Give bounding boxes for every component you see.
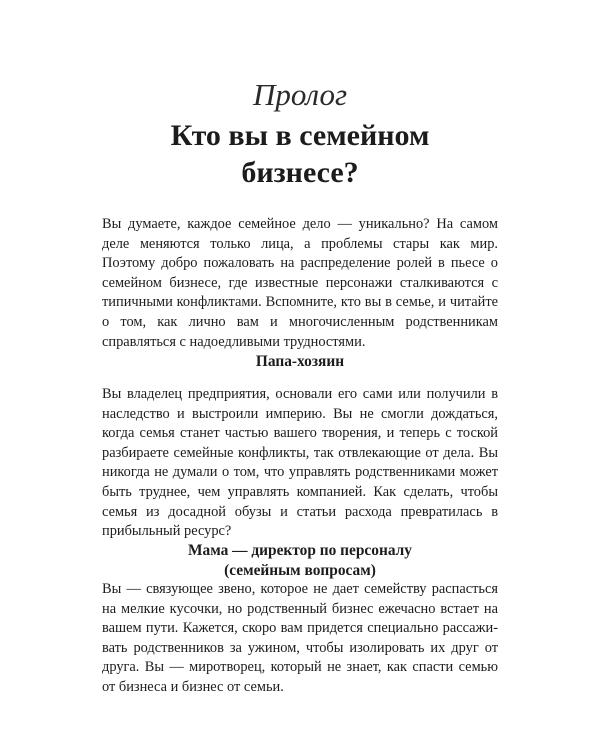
intro-paragraph: Вы думаете, каждое семейное дело — уникально? На самом деле меняются только лица, а проблемы стары как мир. Поэтому добро пожаловать на распределение ролей в пьесе о семейном бизнесе, где известные персонажи сталкиваются с типичными конфликтами. Вспомните, кто вы в семье, и читайте о том, как лично вам и многочисленным родственникам справляться с надоедливыми трудностями. (102, 216, 498, 350)
section-heading-papa (0, 352, 600, 372)
chapter-title (0, 117, 600, 191)
chapter-title-line-2: бизнесе? (241, 156, 359, 189)
prologue-label: Пролог (252, 77, 348, 112)
section-heading-papa-line-1: Папа-хозяин (255, 353, 345, 370)
section-heading-mama (0, 541, 600, 581)
section-heading-mama-line-2: (семейным вопросам) (224, 562, 376, 579)
section-heading-mama-line-1: Мама — директор по персоналу (188, 542, 412, 559)
section-text-mama: Вы — связующее звено, которое не дает семейству распасться на мелкие кусочки, но родственный бизнес ежечасно встает на вашем пути. Кажется, скоро вам придется специально рассаживать родственников за ужином, чтобы изолировать их друг от друга. Вы — миротворец, который не знает, как спасти семью от бизнеса и бизнес от семьи. (102, 581, 498, 695)
chapter-title-line-1: Кто вы в семейном (170, 119, 430, 152)
section-text-papa: Вы владелец предприятия, основали его сами или получили в наследство и выстроили империю. Вы не смогли дождаться, когда семья станет частью вашего творения, и теперь с тоской разбираете семейные конфликты, так отвлекающие от дела. Вы никогда не думали о том, что управлять родственниками может быть труднее, чем управлять компанией. Как сделать, чтобы семья из досадной обузы и статьи расхода превратилась в прибыльный ресурс? (102, 386, 498, 540)
